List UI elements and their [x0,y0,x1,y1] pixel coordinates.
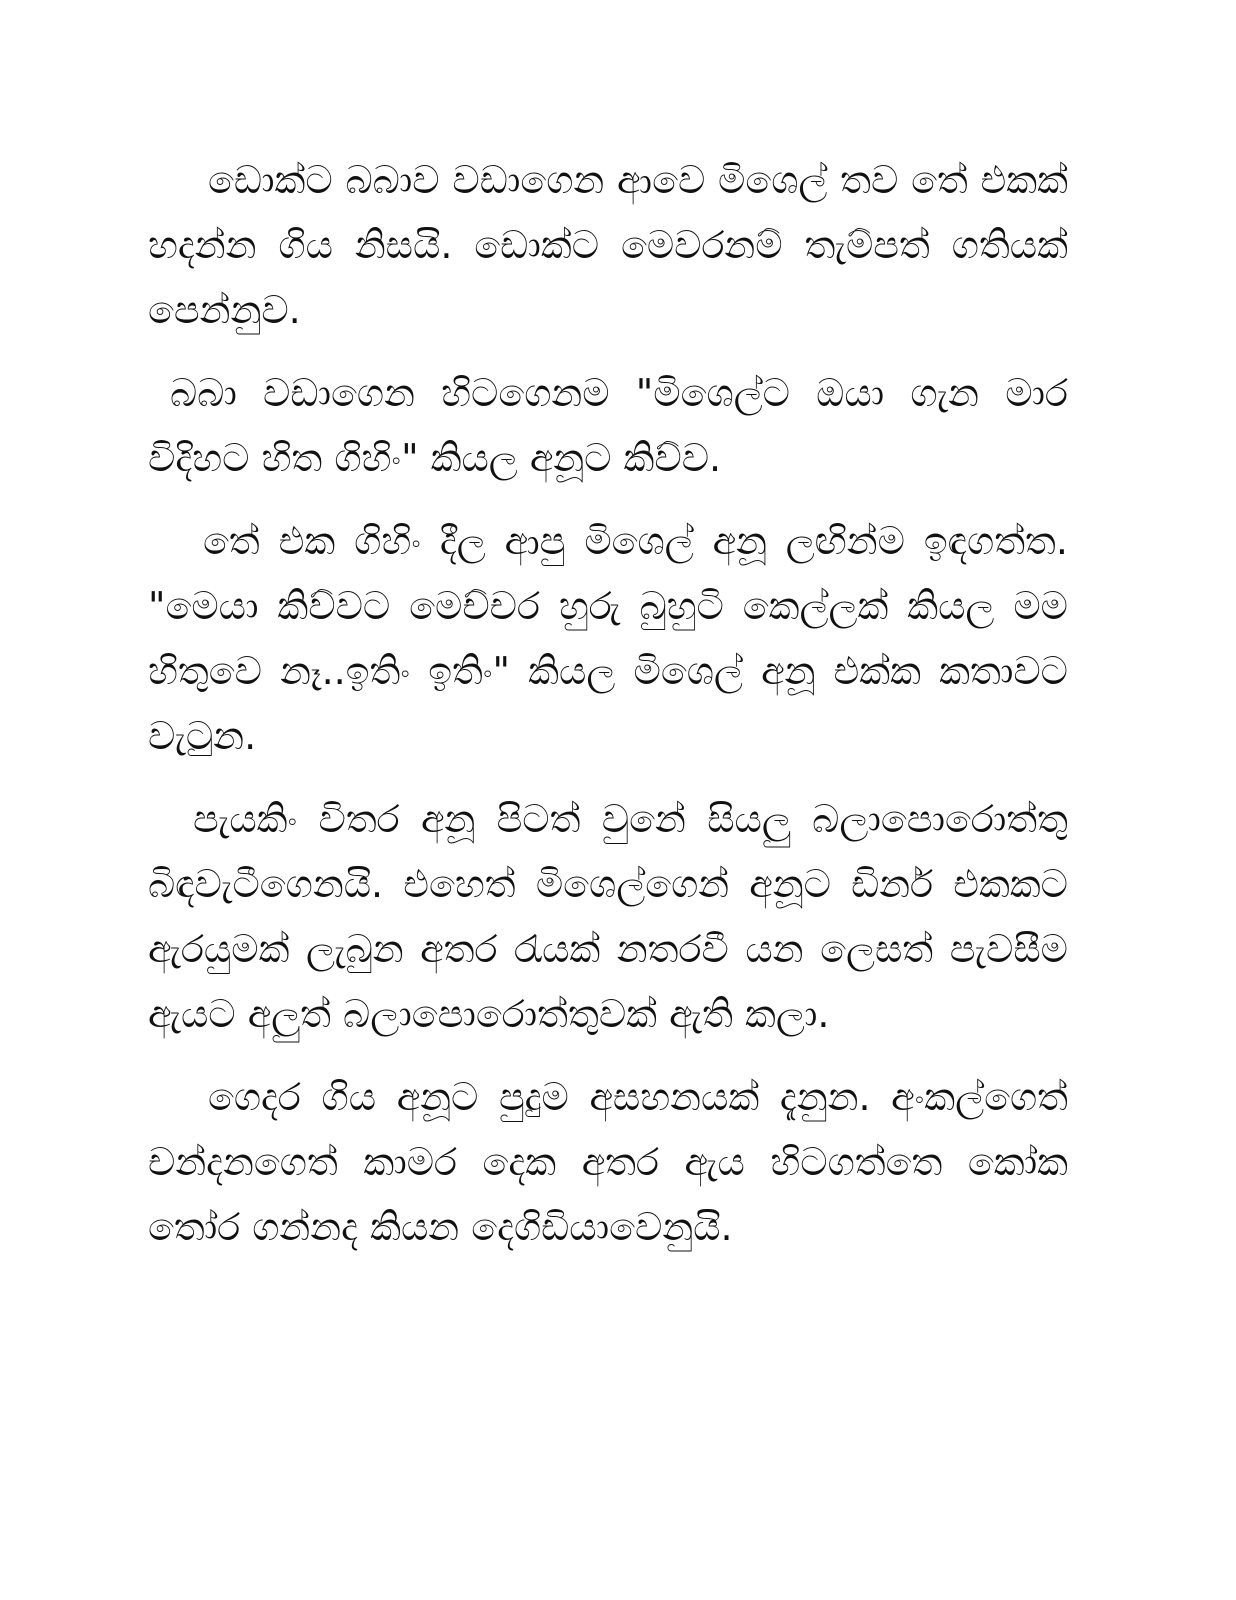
paragraph-3: තේ එක ගිහිං දීල ආපු මිශෙල් අනූ ලඟින්ම ඉඳගත්ත. "මෙයා කිව්වට මෙච්චර හුරු බුහුටි කෙල්ලක් කියල මම හිතුවෙ නෑ..ඉතිං ඉතිං" කියල මිශෙල් අනූ එක්ක කතාවට වැටුන. [148,519,1068,758]
paragraph-1: ඩොක්ට බබාව වඩාගෙන ආවෙ මිශෙල් තව තේ එකක් හදන්න ගිය නිසයි. ඩොක්ට මෙවරනම් තැම්පත් ගතියක් පෙන්නුව. [148,158,1068,332]
paragraph-5: ගෙදර ගිය අනූට පුදුම අසහනයක් දැනුන. අංකල්ගෙත් චන්දනගෙත් කාමර දෙක අතර ඇය හිටගත්තෙ කෝක තෝර ගන්නද කියන දෙගිඩියාවෙනුයි. [148,1075,1068,1249]
paragraph-4: පැයකිං විතර අනූ පිටත් වුනේ සියලු බලාපොරොත්තු බිඳවැටීගෙනයි. එහෙත් මිශෙල්ගෙන් අනූට ඩිනර් එකකට ඇරයුමක් ලැබුන අතර රැයක් නතරවී යන ලෙසත් පැවසීම ඇයට අලුත් බලාපොරොත්තුවක් ඇති කලා. [148,797,1068,1036]
body-text [148,148,1068,1260]
paragraph-2: බබා වඩාගෙන හිටගෙනම "මිශෙල්ට ඔයා ගැන මාර විදිහට හිත ගිහිං" කියල අනූට කිව්ව. [148,371,1068,480]
